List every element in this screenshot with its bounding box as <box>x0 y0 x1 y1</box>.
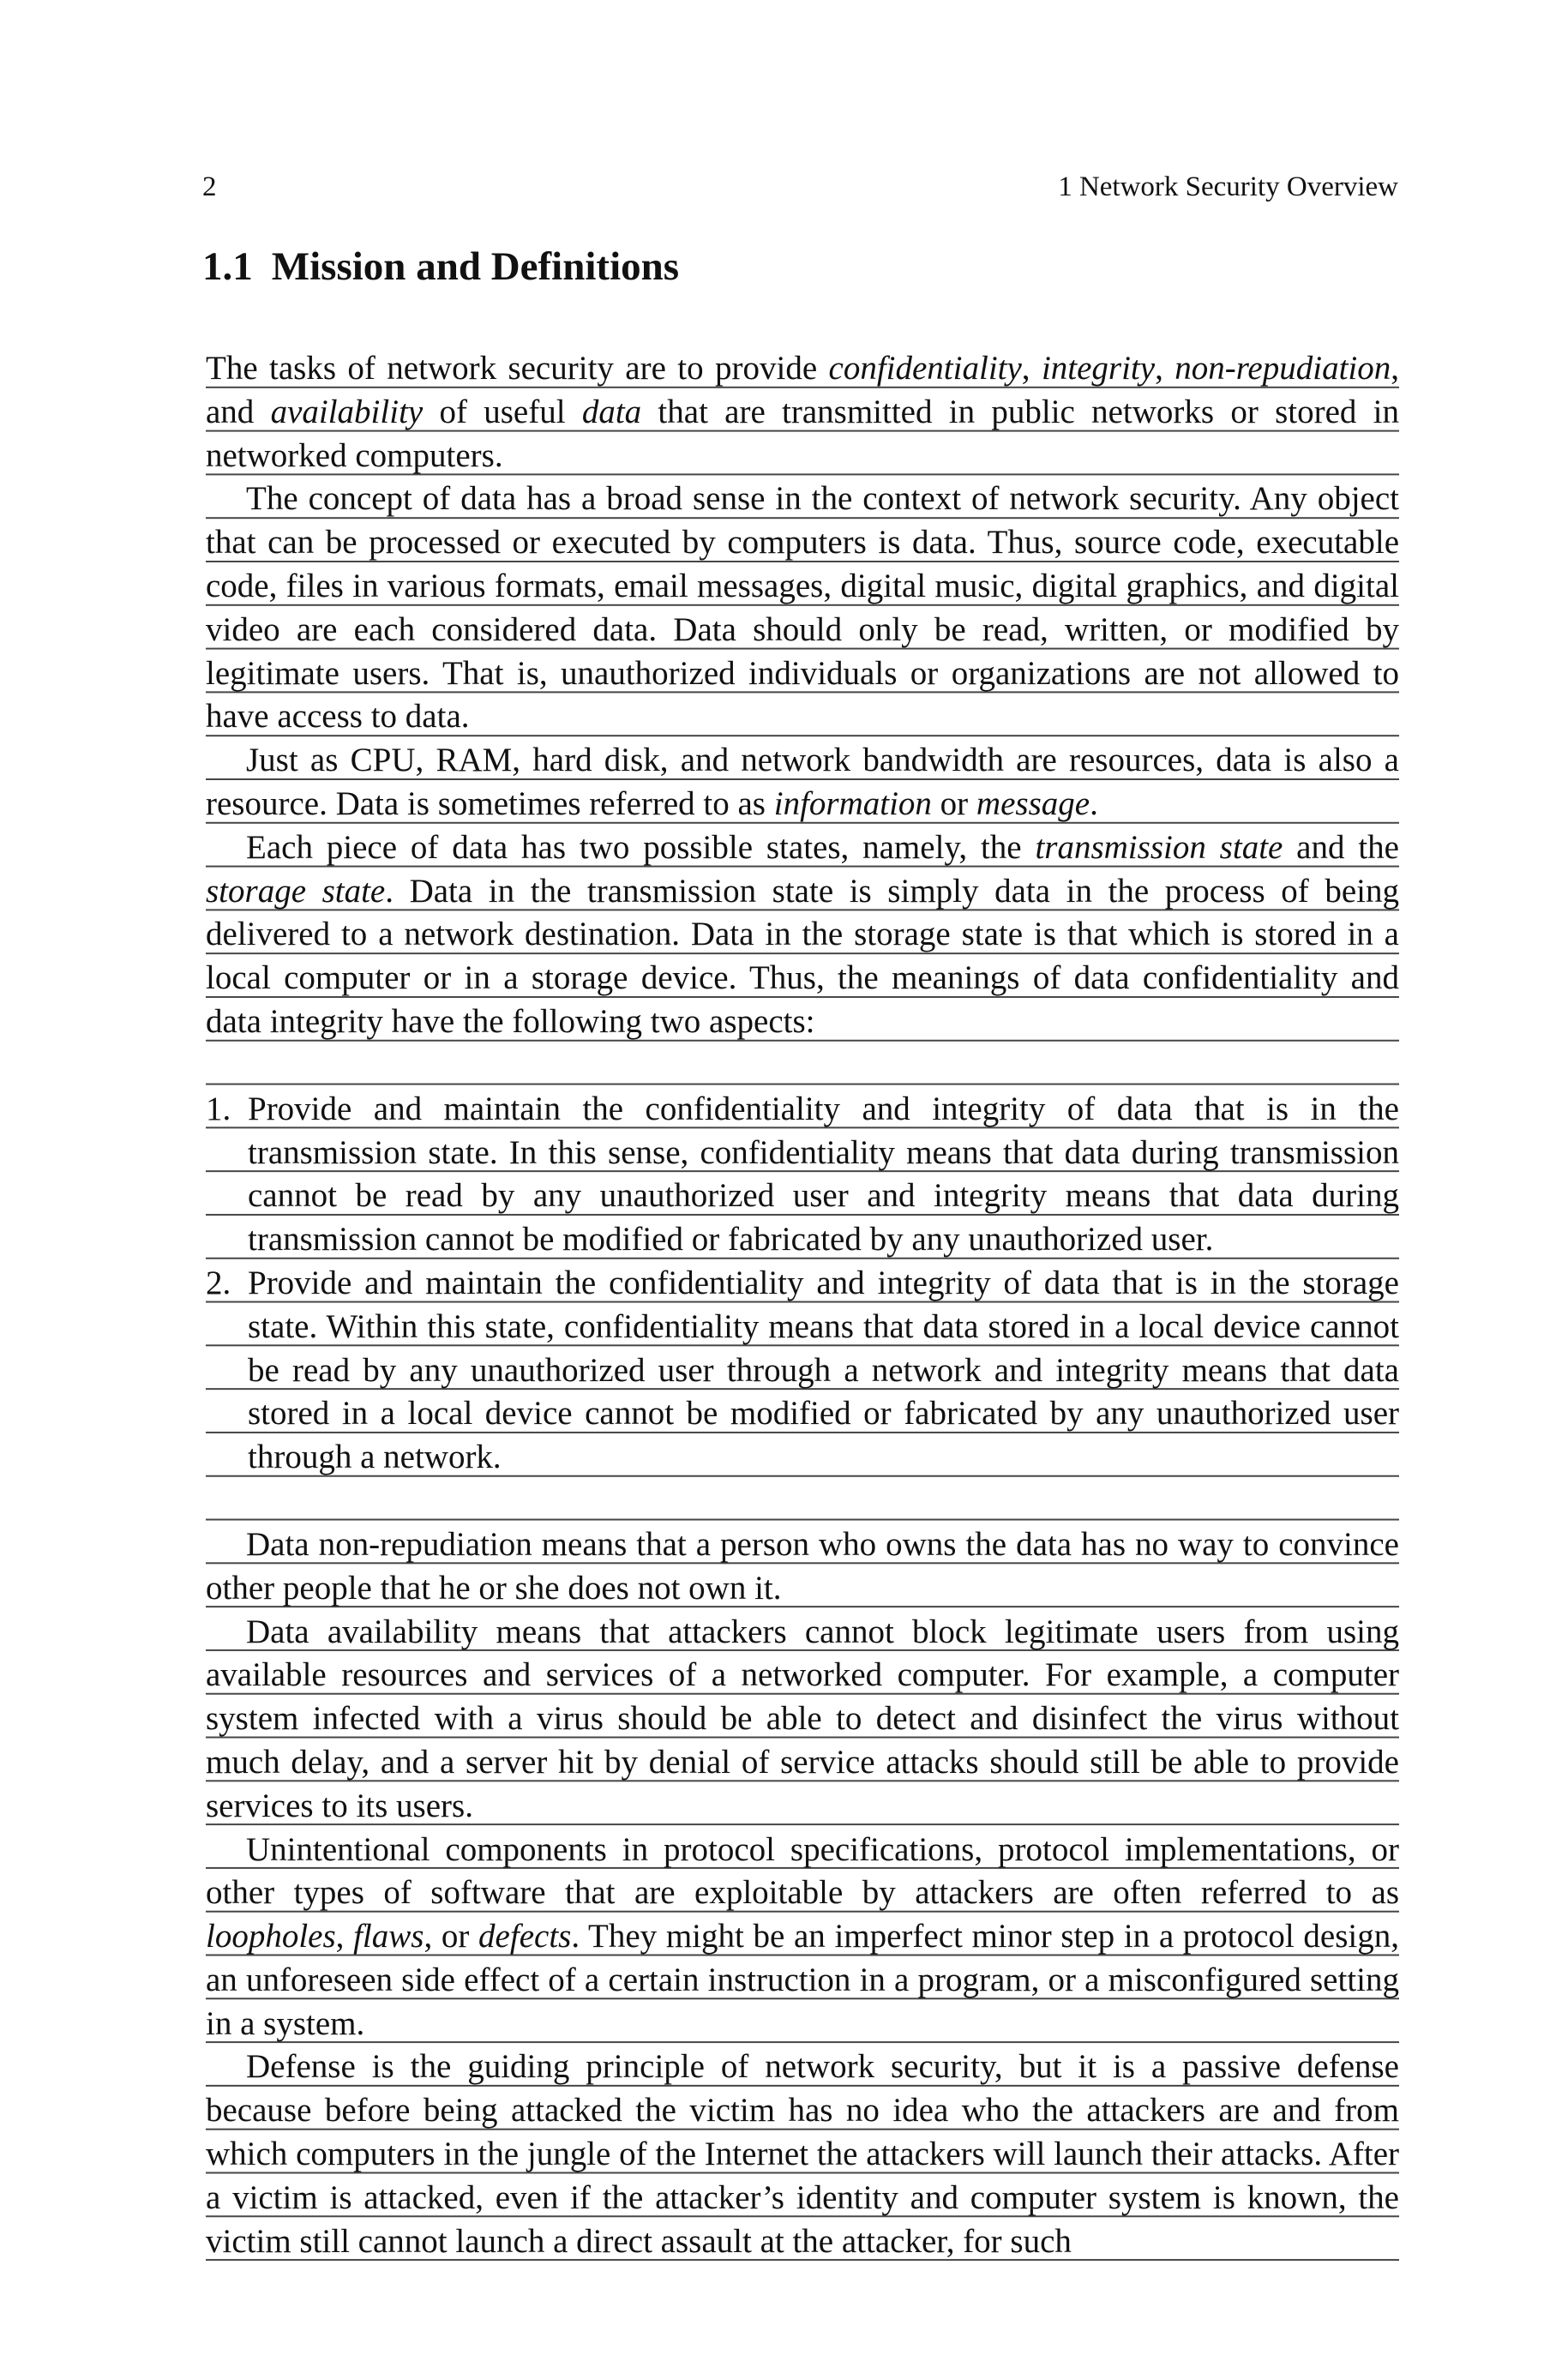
paragraph-data-states <box>206 826 1399 1044</box>
term-transmission-state: transmission state <box>1035 828 1283 866</box>
text-run: Each piece of data has two possible states, namely, the <box>246 828 1036 866</box>
text-run: that are transmitted in public networks or stored in networked computers. <box>206 393 1399 474</box>
paragraph-non-repudiation: Data non-repudiation means that a person who owns the data has no way to convince other people that he or she does not own it. <box>206 1525 1399 1607</box>
text-run: , <box>1021 350 1042 387</box>
text-run: , or <box>424 1918 479 1955</box>
term-storage-state: storage state <box>206 872 386 910</box>
text-run: . They might be an imperfect minor step in a protocol design, an unforeseen side effect of a certain instruction in a program, or a misconfigured setting in a system. <box>206 1918 1400 2042</box>
section-heading <box>202 242 679 291</box>
list-item-text: Provide and maintain the confidentiality and integrity of data that is in the storage state. Within this state, confidentiality means that data stored in a local device cannot be read by any unauthorized user through a network and integrity means that data stored in a local device cannot be modified or fabricated by any unauthorized user through a network. <box>248 1264 1399 1476</box>
text-run: or <box>931 784 976 822</box>
text-run: and the <box>1283 828 1399 866</box>
running-title: 1 Network Security Overview <box>1058 171 1398 202</box>
text-run: , <box>335 1918 354 1955</box>
paragraph-tasks <box>206 347 1399 478</box>
list-marker: 2. <box>206 1264 231 1301</box>
section-number: 1.1 <box>202 244 253 289</box>
term-availability: availability <box>270 393 424 430</box>
page-number: 2 <box>202 171 217 202</box>
paragraph-defense: Defense is the guiding principle of network security, but it is a passive defense because before being attacked the victim has no idea who the attackers are and from which computers in the jungle of the Internet the attackers will launch their attacks. After a victim is attacked, even if the attacker’s identity and computer system is known, the victim still cannot launch a direct assault at the attacker, for such <box>206 2048 1399 2260</box>
list-item <box>206 1262 1399 1480</box>
text-run: of useful <box>423 393 582 430</box>
text-run: , <box>1155 350 1175 387</box>
paragraph-data-concept: The concept of data has a broad sense in the context of network security. Any object that can be processed or executed by computers is data. Thus, source code, executable code, files in various formats, email messages, digital music, digital graphics, and digital video are each considered data. Data should only be read, written, or modified by legitimate users. That is, unauthorized individuals or organizations are not allowed to have access to data. <box>206 480 1399 736</box>
term-non-repudiation: non-repudiation <box>1174 350 1391 387</box>
section-title: Mission and Definitions <box>271 244 680 289</box>
term-defects: defects <box>478 1918 572 1955</box>
text-run: . <box>1090 784 1098 822</box>
paragraph-loopholes <box>206 1829 1399 2046</box>
list-marker: 1. <box>206 1090 231 1127</box>
text-run: Unintentional components in protocol specifications, protocol implementations, or other types of software that are exploitable by attackers are often referred to as <box>206 1830 1399 1912</box>
paragraph-data-resource <box>206 739 1399 826</box>
text-run: Just as CPU, RAM, hard disk, and network bandwidth are resources, data is also a resource. Data is sometimes referred to as <box>206 742 1399 822</box>
paragraph-availability: Data availability means that attackers cannot block legitimate users from using available resources and services of a networked computer. For example, a computer system infected with a virus should be able to detect and disinfect the virus without much delay, and a server hit by denial of service attacks should still be able to provide services to its users. <box>206 1613 1399 1824</box>
numbered-list <box>206 1088 1399 1480</box>
term-message: message <box>976 784 1090 822</box>
term-integrity: integrity <box>1041 350 1156 387</box>
text-run: , and <box>206 350 1400 430</box>
list-item-text: Provide and maintain the confidentiality and integrity of data that is in the transmission state. In this sense, confidentiality means that data during transmission cannot be read by any unauthorized user and integrity means that data during transmission cannot be modified or fabricated by any unauthorized user. <box>248 1090 1399 1259</box>
term-flaws: flaws <box>353 1918 424 1955</box>
term-information: information <box>773 784 932 822</box>
text-run: . Data in the transmission state is simply data in the process of being delivered to a network destination. Data in the storage state is that which is stored in a local computer or in a storage device. Thus, the meanings of data confidentiality and data integrity have the following two aspects: <box>206 872 1399 1040</box>
body-text <box>206 347 1399 2263</box>
list-item <box>206 1088 1399 1262</box>
term-confidentiality: confidentiality <box>828 350 1022 387</box>
text-run: The tasks of network security are to provide <box>206 350 829 387</box>
term-loopholes: loopholes <box>206 1918 336 1955</box>
term-data: data <box>581 393 642 430</box>
